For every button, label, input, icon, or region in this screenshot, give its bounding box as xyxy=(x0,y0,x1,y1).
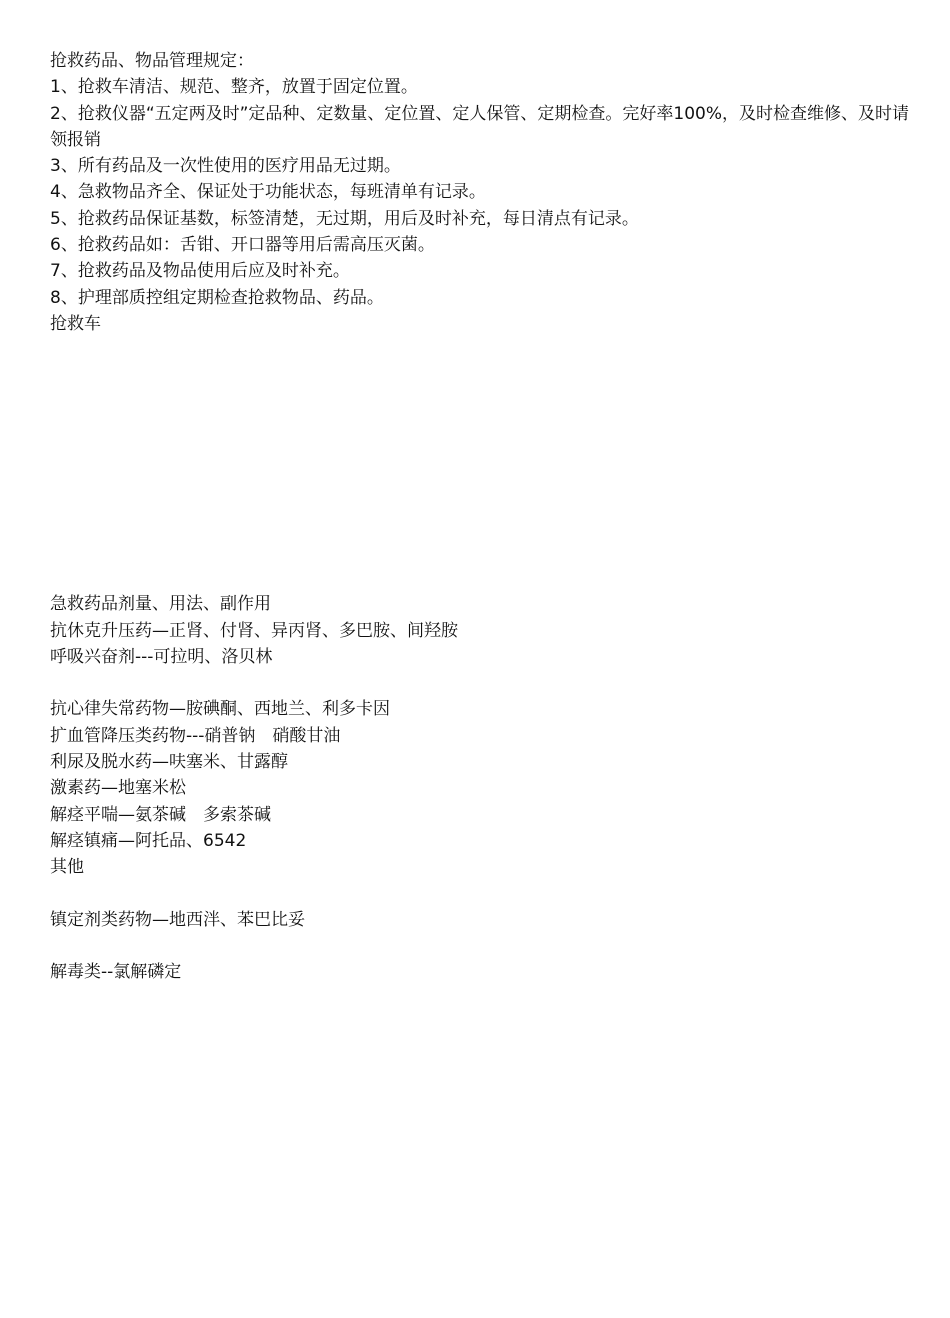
drug-other: 其他 xyxy=(50,857,84,878)
cart-label: 抢救车 xyxy=(50,313,101,334)
drug-respiratory: 呼吸兴奋剂---可拉明、洛贝林 xyxy=(50,646,273,667)
rule-item-2: 2、抢救仪器“五定两及时”定品种、定数量、定位置、定人保管、定期检查。完好率100%，及时检查维修、及时请领报销 xyxy=(50,103,910,150)
drug-antispasmodic-asthma: 解痉平喘—氨茶碱 多索茶碱 xyxy=(50,804,271,825)
rule-item-7: 7、抢救药品及物品使用后应及时补充。 xyxy=(50,261,350,282)
rule-item-4: 4、急救物品齐全、保证处于功能状态，每班清单有记录。 xyxy=(50,182,486,203)
drug-antidote: 解毒类--氯解磷定 xyxy=(50,962,182,983)
rule-item-5: 5、抢救药品保证基数，标签清楚，无过期，用后及时补充，每日清点有记录。 xyxy=(50,208,639,229)
blank-line xyxy=(50,670,910,696)
drug-hormone: 激素药—地塞米松 xyxy=(50,778,186,799)
drug-antiarrhythmic: 抗心律失常药物—胺碘酮、西地兰、利多卡因 xyxy=(50,699,390,720)
blank-line xyxy=(50,933,910,959)
drug-diuretic: 利尿及脱水药—呋塞米、甘露醇 xyxy=(50,752,288,773)
drug-antispasmodic-pain: 解痉镇痛—阿托品、6542 xyxy=(50,830,247,851)
empty-image-area xyxy=(50,337,910,591)
rule-item-3: 3、所有药品及一次性使用的医疗用品无过期。 xyxy=(50,156,401,177)
rule-item-8: 8、护理部质控组定期检查抢救物品、药品。 xyxy=(50,287,384,308)
rules-title: 抢救药品、物品管理规定： xyxy=(50,51,254,71)
drugs-title: 急救药品剂量、用法、副作用 xyxy=(50,594,271,615)
document-page xyxy=(50,48,910,986)
drug-vasodilator: 扩血管降压类药物---硝普钠 硝酸甘油 xyxy=(50,725,341,746)
blank-line xyxy=(50,881,910,907)
drug-sedative: 镇定剂类药物—地西泮、苯巴比妥 xyxy=(50,909,305,930)
drug-anti-shock: 抗休克升压药—正肾、付肾、异丙肾、多巴胺、间羟胺 xyxy=(50,620,458,641)
rule-item-1: 1、抢救车清洁、规范、整齐，放置于固定位置。 xyxy=(50,77,418,98)
rule-item-6: 6、抢救药品如：舌钳、开口器等用后需高压灭菌。 xyxy=(50,235,435,256)
